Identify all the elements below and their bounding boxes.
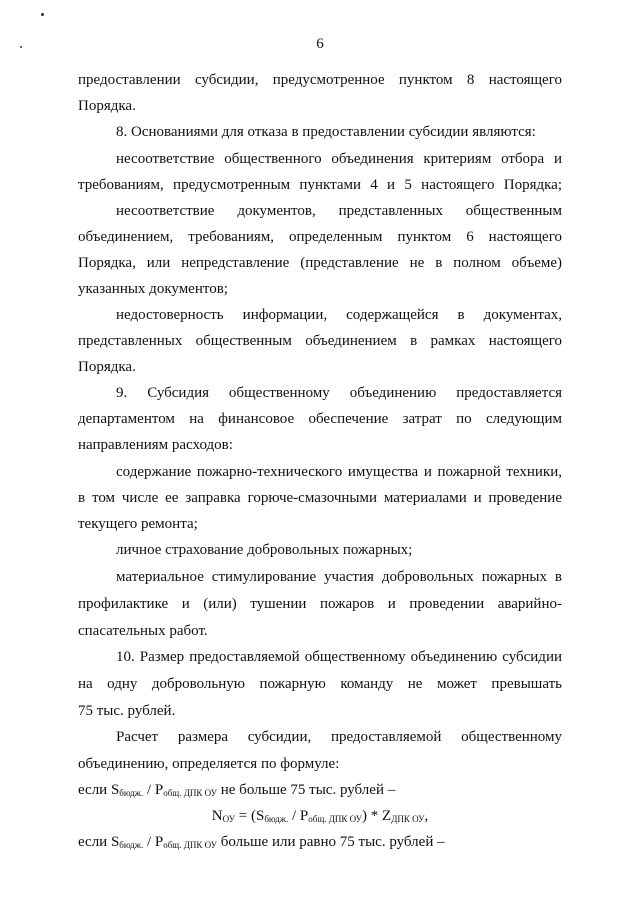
formula-text: не больше 75 тыс. рублей – — [217, 782, 396, 798]
paragraph-line: личное страхование добровольных пожарных; — [116, 542, 413, 558]
paragraph-line: материальное стимулирование участия добровольных пожарных в — [116, 569, 562, 585]
paragraph-line: представленных общественным объединением в рамках настоящего — [78, 333, 562, 349]
formula-subscript: общ. ДПК ОУ — [163, 840, 217, 850]
paragraph-line: департаментом на финансовое обеспечение затрат по следующим — [78, 411, 562, 427]
paragraph-line: несоответствие общественного объединения критериям отбора и — [116, 151, 562, 167]
paragraph-line: спасательных работ. — [78, 623, 208, 639]
formula-subscript: общ. ДПК ОУ — [163, 788, 217, 798]
paragraph-line: несоответствие документов, представленных общественным — [116, 203, 562, 219]
paragraph-line: Порядка, или непредставление (представление не в полном объеме) — [78, 255, 562, 271]
paragraph-line: текущего ремонта; — [78, 516, 198, 532]
paragraph-line: Расчет размера субсидии, предоставляемой общественному — [116, 729, 562, 745]
paragraph-line: недостоверность информации, содержащейся в документах, — [116, 307, 562, 323]
formula-text: / P — [143, 782, 164, 798]
paragraph-line: указанных документов; — [78, 281, 228, 297]
formula-text: / P — [143, 834, 164, 850]
formula-subscript: бюдж. — [119, 840, 144, 850]
formula-text: , — [424, 808, 429, 824]
formula-text: если S — [78, 834, 120, 850]
formula-condition-2 — [78, 833, 562, 854]
formula-text: ) * Z — [362, 808, 392, 824]
formula-text: = (S — [235, 808, 265, 824]
paragraph-line: 75 тыс. рублей. — [78, 703, 176, 719]
formula-text: если S — [78, 782, 120, 798]
paragraph-line: предоставлении субсидии, предусмотренное пунктом 8 настоящего — [78, 72, 562, 88]
paragraph-line: объединению, определяется по формуле: — [78, 756, 340, 772]
paragraph-line: объединением, требованиям, определенным пунктом 6 настоящего — [78, 229, 562, 245]
formula-subscript: бюдж. — [264, 814, 289, 824]
formula-text: N — [211, 808, 223, 824]
page-number: 6 — [316, 36, 324, 52]
paragraph-line: требованиям, предусмотренным пунктами 4 и 5 настоящего Порядка; — [78, 177, 562, 193]
paragraph-line: направлениям расходов: — [78, 437, 233, 453]
formula-condition-1 — [78, 781, 562, 802]
formula-subscript: общ. ДПК ОУ — [308, 814, 363, 824]
formula-subscript: бюдж. — [119, 788, 144, 798]
formula-subscript: ОУ — [222, 814, 236, 824]
paragraph-line: 9. Субсидия общественному объединению предоставляется — [116, 385, 562, 401]
paragraph-line: на одну добровольную пожарную команду не может превышать — [78, 676, 562, 692]
formula-main — [0, 807, 640, 828]
paragraph-line: 8. Основаниями для отказа в предоставлении субсидии являются: — [116, 124, 536, 140]
formula-text: больше или равно 75 тыс. рублей – — [217, 834, 445, 850]
paragraph-line: профилактике и (или) тушении пожаров и проведении аварийно- — [78, 596, 562, 612]
paragraph-line: Порядка. — [78, 98, 136, 114]
paragraph-line: Порядка. — [78, 359, 136, 375]
formula-subscript: ДПК ОУ — [391, 814, 425, 824]
paragraph-line: в том числе ее заправка горюче-смазочными материалами и проведение — [78, 490, 562, 506]
paragraph-line: 10. Размер предоставляемой общественному объединению субсидии — [116, 649, 562, 665]
formula-text: / P — [288, 808, 309, 824]
scan-speck — [41, 13, 44, 16]
paragraph-line: содержание пожарно-технического имущества и пожарной техники, — [116, 464, 562, 480]
